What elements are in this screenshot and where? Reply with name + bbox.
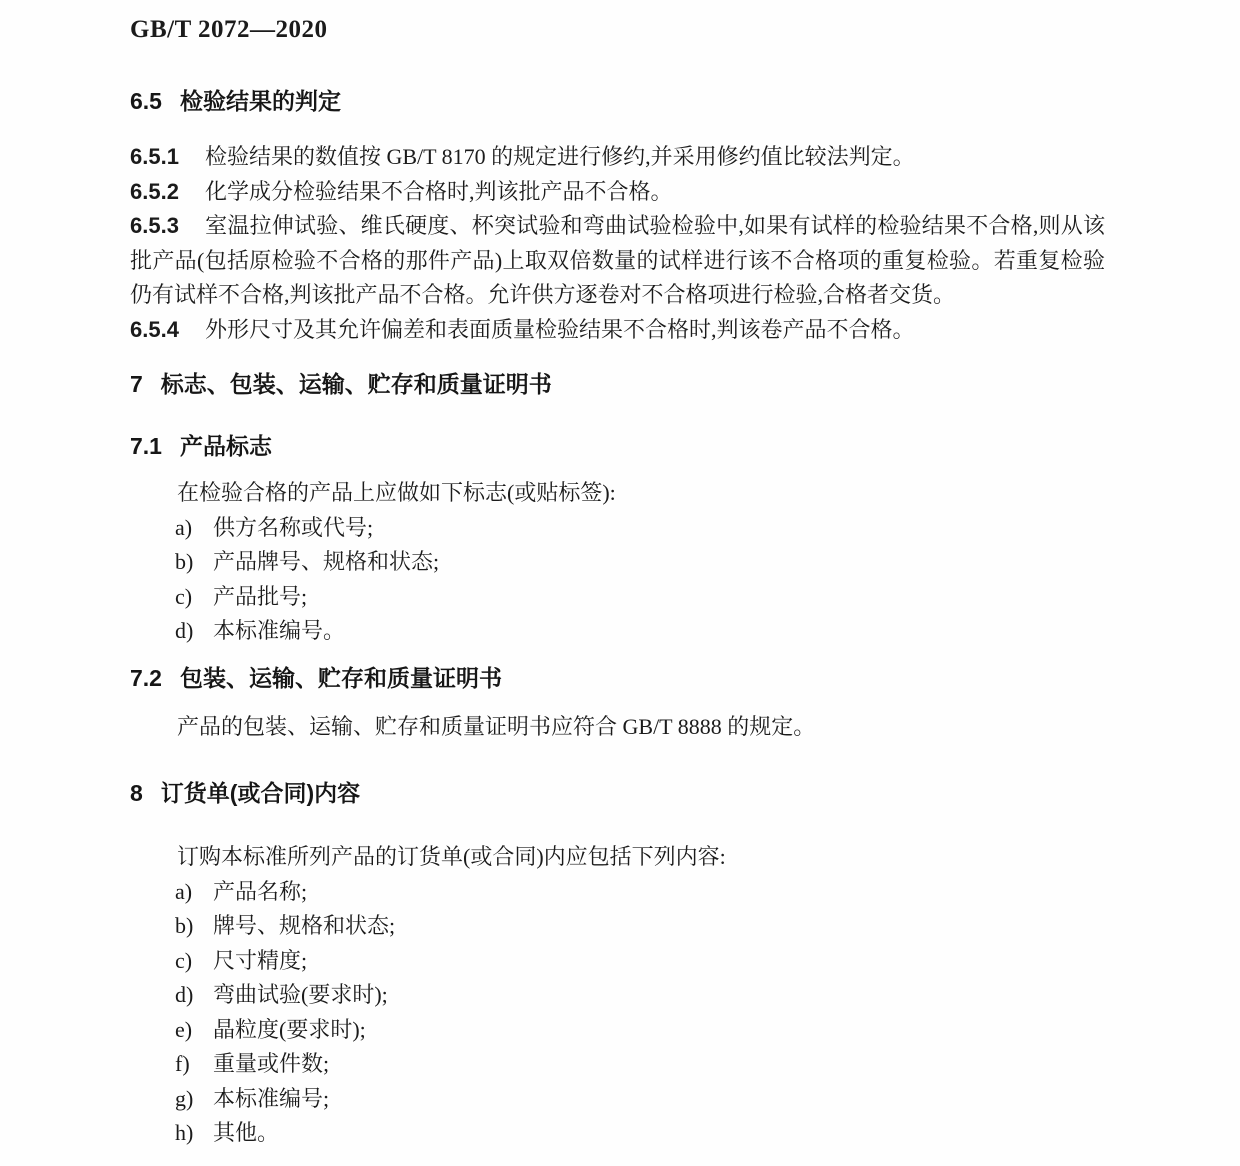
- section-8-list: [130, 875, 1105, 1151]
- doc-number: GB/T 2072—2020: [130, 16, 328, 43]
- clause-6-5-4: [130, 313, 1105, 348]
- clause-6-5-3-number: 6.5.3: [130, 213, 179, 238]
- section-6-5-heading: [130, 88, 1105, 114]
- list-item-text: 其他。: [213, 1120, 280, 1145]
- list-item: [130, 1116, 1105, 1151]
- clause-6-5-4-text: 外形尺寸及其允许偏差和表面质量检验结果不合格时,判该卷产品不合格。: [204, 316, 915, 342]
- section-7-2-number: 7.2: [130, 664, 162, 691]
- list-item-text: 重量或件数;: [213, 1051, 330, 1076]
- list-item-text: 尺寸精度;: [213, 947, 308, 973]
- clause-6-5-1: [130, 140, 1105, 175]
- list-item-label: h): [175, 1120, 194, 1145]
- section-7-title: 标志、包装、运输、贮存和质量证明书: [160, 371, 552, 397]
- list-item: [130, 875, 1105, 910]
- section-7-1-title: 产品标志: [179, 433, 272, 459]
- list-item-text: 供方名称或代号;: [213, 514, 374, 540]
- list-item-text: 晶粒度(要求时);: [213, 1016, 366, 1042]
- list-item-text: 产品名称;: [213, 878, 308, 904]
- clause-6-5-3-text: 室温拉伸试验、维氏硬度、杯突试验和弯曲试验检验中,如果有试样的检验结果不合格,则从该批产品(包括原检验不合格的那件产品)上取双倍数量的试样进行该不合格项的重复检验。若重复检验仍有试样不合格,判该批产品不合格。允许供方逐卷对不合格项进行检验,合格者交货。: [130, 213, 1105, 307]
- section-7-1-heading: [130, 433, 1105, 459]
- clause-6-5-1-number: 6.5.1: [130, 144, 179, 169]
- section-7-2-heading: [130, 665, 1105, 691]
- section-6-5-number: 6.5: [130, 88, 162, 114]
- list-item-label: b): [175, 913, 194, 938]
- clause-6-5-3: [130, 209, 1105, 313]
- list-item: [130, 545, 1105, 580]
- section-8-title: 订货单(或合同)内容: [160, 780, 361, 806]
- list-item-text: 产品牌号、规格和状态;: [213, 549, 440, 574]
- list-item-text: 产品批号;: [213, 583, 308, 609]
- list-item-label: b): [175, 549, 194, 574]
- section-7-1-list: [130, 511, 1105, 649]
- clause-6-5-2-text: 化学成分检验结果不合格时,判该批产品不合格。: [204, 178, 673, 204]
- list-item: [130, 1013, 1105, 1048]
- list-item: [130, 1082, 1105, 1117]
- list-item-label: c): [175, 947, 193, 973]
- section-8-heading: [130, 780, 1105, 806]
- list-item: [130, 909, 1105, 944]
- list-item-text: 本标准编号。: [213, 618, 346, 643]
- section-7-2-title: 包装、运输、贮存和质量证明书: [179, 664, 502, 691]
- clause-6-5-1-text: 检验结果的数值按 GB/T 8170 的规定进行修约,并采用修约值比较法判定。: [204, 144, 915, 169]
- list-item-label: d): [175, 982, 194, 1007]
- section-7-heading: [130, 371, 1105, 397]
- section-7-2-body: 产品的包装、运输、贮存和质量证明书应符合 GB/T 8888 的规定。: [177, 713, 816, 739]
- list-item: [130, 1047, 1105, 1082]
- section-7-number: 7: [130, 371, 143, 397]
- section-7-1-number: 7.1: [130, 433, 162, 459]
- section-6-5-clauses: [130, 140, 1105, 347]
- clause-6-5-2: [130, 175, 1105, 210]
- list-item: [130, 944, 1105, 979]
- list-item-label: f): [175, 1051, 190, 1076]
- list-item-text: 牌号、规格和状态;: [213, 913, 396, 938]
- section-8-intro: 订购本标准所列产品的订货单(或合同)内应包括下列内容:: [177, 844, 726, 869]
- list-item-label: a): [175, 514, 193, 540]
- list-item-label: e): [175, 1016, 193, 1042]
- list-item-label: d): [175, 618, 194, 643]
- list-item-text: 弯曲试验(要求时);: [213, 982, 388, 1007]
- section-7-1-intro: 在检验合格的产品上应做如下标志(或贴标签):: [177, 480, 616, 505]
- list-item: [130, 511, 1105, 546]
- list-item-label: a): [175, 878, 193, 904]
- list-item: [130, 614, 1105, 649]
- list-item-label: c): [175, 583, 193, 609]
- clause-6-5-2-number: 6.5.2: [130, 178, 179, 204]
- clause-6-5-4-number: 6.5.4: [130, 316, 179, 342]
- section-6-5-title: 检验结果的判定: [179, 88, 341, 114]
- list-item-text: 本标准编号;: [213, 1085, 330, 1111]
- list-item-label: g): [175, 1085, 194, 1111]
- list-item: [130, 978, 1105, 1013]
- list-item: [130, 580, 1105, 615]
- section-8-number: 8: [130, 780, 143, 806]
